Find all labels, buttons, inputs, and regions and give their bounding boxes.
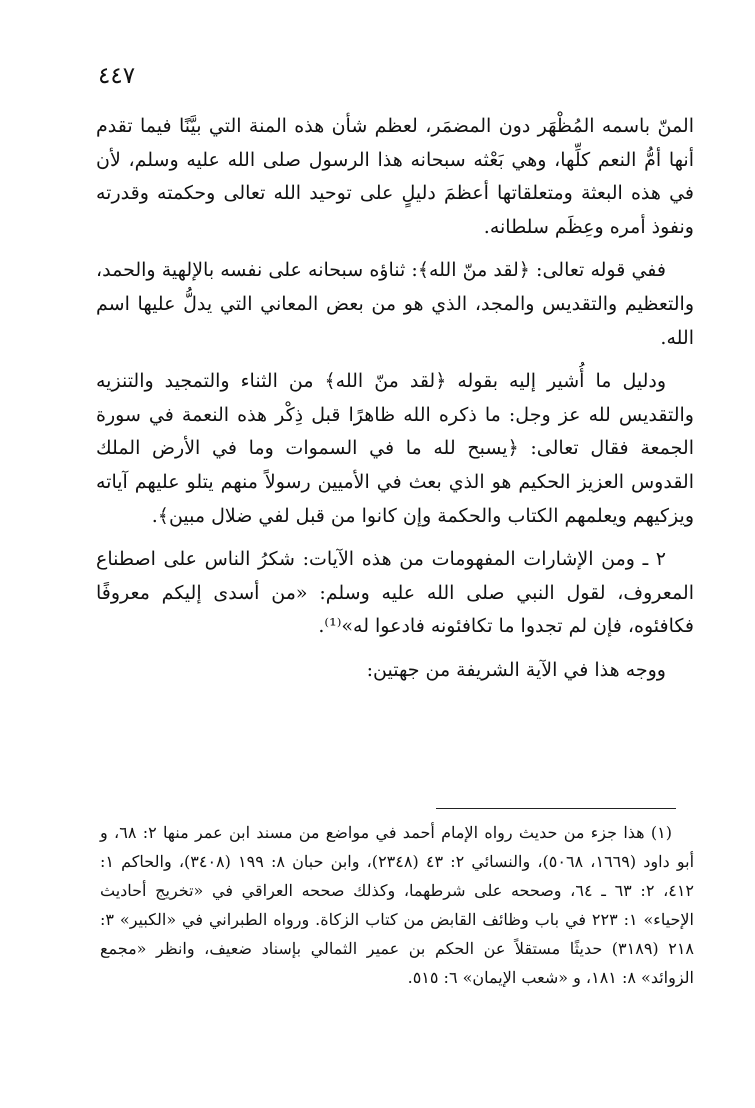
paragraph-5: ووجه هذا في الآية الشريفة من جهتين: (366, 658, 666, 681)
page-number: ٤٤٧ (98, 63, 136, 89)
paragraph-4: ٢ ـ ومن الإشارات المفهومات من هذه الآيات: شكرُ الناس على اصطناع المعروف، لقول النبي صلى الله عليه وسلم: «من أسدى إليكم معروفًا فكافئوه، فإن لم تجدوا ما تكافئونه فادعوا له»⁽¹⁾. (96, 548, 694, 638)
footnote-divider (436, 808, 676, 809)
main-text (96, 110, 694, 698)
paragraph-3: ودليل ما أُشير إليه بقوله ﴿لقد منّ الله﴾ من الثناء والتمجيد والتنزيه والتقديس لله عز وجل: ما ذكره الله ظاهرًا قبل ذِكْر هذه النعمة في سورة الجمعة فقال تعالى: ﴿يسبح لله ما في السموات وما في الأرض الملك القدوس العزيز الحكيم هو الذي بعث في الأميين رسولاً منهم يتلو عليهم آياته ويزكيهم ويعلمهم الكتاب والحكمة وإن كانوا من قبل لفي ضلال مبين﴾. (96, 370, 694, 527)
paragraph-2: ففي قوله تعالى: ﴿لقد منّ الله﴾: ثناؤه سبحانه على نفسه بالإلهية والحمد، والتعظيم والتقديس والمجد، الذي هو من بعض المعاني التي يدلُّ عليها اسم الله. (96, 259, 694, 349)
paragraph-1: المنّ باسمه المُظْهَر دون المضمَر، لعظم شأن هذه المنة التي بيَّنًا فيما تقدم أنها أمُّ النعم كلِّها، وهي بَعْثه سبحانه هذا الرسول صلى الله عليه وسلم، لأن في هذه البعثة ومتعلقاتها أعظمَ دليلٍ على توحيد الله تعالى وحكمته وقدرته ونفوذ أمره وعِظَم سلطانه. (96, 115, 694, 238)
footnote-1: (١) هذا جزء من حديث رواه الإمام أحمد في مواضع من مسند ابن عمر منها ٢: ٦٨، و أبو داود (١٦٦٩، ٥٠٦٨)، والنسائي ٢: ٤٣ (٢٣٤٨)، وابن حبان ٨: ١٩٩ (٣٤٠٨)، والحاكم ١: ٤١٢، ٢: ٦٣ ـ ٦٤، وصححه على شرطهما، وكذلك صححه العراقي في «تخريج أحاديث الإحياء» ١: ٢٢٣ في باب وظائف القابض من كتاب الزكاة. ورواه الطبراني في «الكبير» ٣: ٢١٨ (٣١٨٩) حديثًا مستقلاً عن الحكم بن عمير الثمالي بإسناد ضعيف، وانظر «مجمع الزوائد» ٨: ١٨١، و «شعب الإيمان» ٦: ٥١٥. (100, 823, 695, 987)
